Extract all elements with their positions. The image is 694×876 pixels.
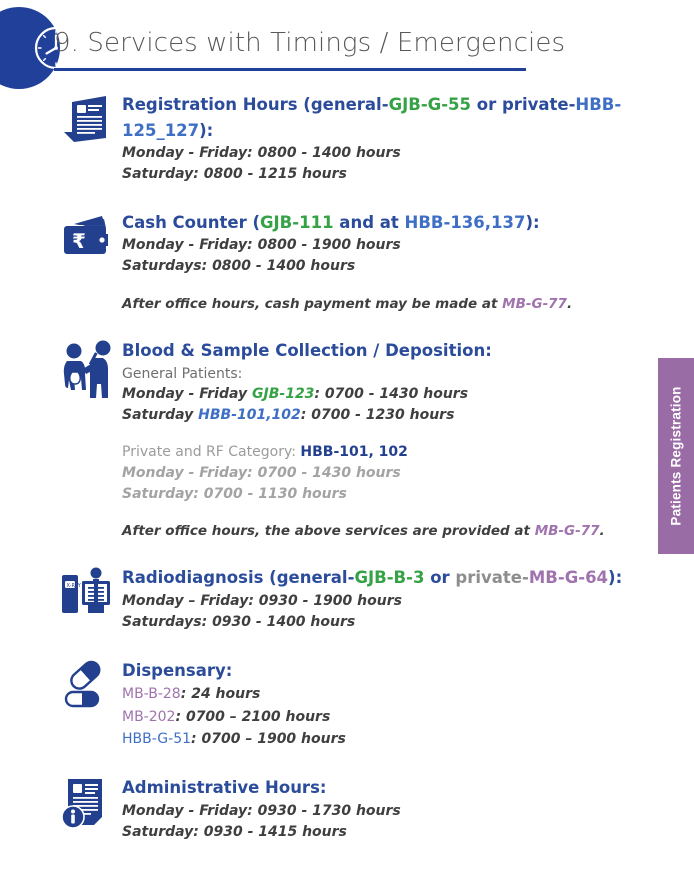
- blood-collection-icon: [58, 338, 120, 396]
- section-heading-registration: [122, 92, 626, 143]
- section-heading-radiodiagnosis: [122, 565, 626, 591]
- heading-text: Dispensary:: [122, 660, 233, 680]
- heading-text-part2: or: [424, 568, 456, 588]
- heading-text: Blood & Sample Collection / Deposition:: [122, 341, 492, 360]
- note-tail: .: [566, 295, 573, 312]
- page-header: [0, 0, 694, 92]
- room-code-gjb-b-3: GJB-B-3: [354, 568, 425, 588]
- timing-line-private: Monday - Friday: 0700 - 1430 hours: [122, 464, 401, 481]
- room-code-mb-g-77: MB-G-77: [502, 295, 567, 312]
- entry-hours: 0700 – 2100 hours: [185, 708, 331, 725]
- xray-icon: [58, 565, 120, 623]
- time-value: : 0700 - 1430 hours: [314, 385, 469, 402]
- wallet-rupee-icon: [58, 210, 120, 268]
- timing-line-general-saturday: [122, 405, 626, 426]
- room-code-mb-g-77: MB-G-77: [534, 523, 600, 540]
- page-title: 9. Services with Timings / Emergencies: [54, 28, 566, 58]
- services-list: [0, 92, 640, 843]
- section-heading-cash-counter: [122, 210, 626, 236]
- entry-separator: :: [180, 686, 192, 703]
- timing-line-private: Saturday: 0700 - 1130 hours: [122, 485, 347, 502]
- entry-hours: 0700 – 1900 hours: [201, 731, 346, 748]
- heading-text-part3: ):: [608, 568, 623, 588]
- note-text: After office hours, the above services are provided at: [122, 523, 535, 540]
- side-tab-patients-registration[interactable]: [658, 358, 694, 554]
- after-hours-note-cash: [122, 294, 626, 314]
- room-code-mb-g-64: MB-G-64: [528, 568, 609, 588]
- section-heading-administrative: [122, 775, 626, 801]
- room-code-mb-202: MB-202: [122, 708, 176, 725]
- room-code-hbb-125-127: HBB-125_127: [122, 95, 622, 140]
- svg-text:X-RAY: X-RAY: [66, 583, 81, 590]
- title-underline: [54, 68, 526, 71]
- heading-text-private-gray: private-: [455, 568, 529, 588]
- time-value: : 0700 - 1230 hours: [300, 407, 455, 424]
- section-radiodiagnosis: [0, 565, 640, 633]
- document-form-icon: [58, 92, 120, 150]
- dispensary-entry: [122, 683, 626, 706]
- section-heading-dispensary: [122, 658, 626, 684]
- room-code-hbb-101-102: HBB-101,102: [198, 407, 301, 424]
- room-code-gjb-g-55: GJB-G-55: [388, 95, 472, 114]
- heading-text-part1: Registration Hours (general-: [122, 95, 389, 114]
- timing-line: Saturdays: 0930 - 1400 hours: [122, 614, 356, 631]
- heading-text-part2: and at: [333, 212, 405, 232]
- timing-line-general-weekday: [122, 384, 626, 405]
- entry-separator: :: [175, 708, 186, 725]
- room-code-gjb-123: GJB-123: [252, 385, 315, 402]
- private-label-text: Private and RF Category:: [122, 444, 301, 461]
- timing-line: Saturday: 0930 - 1415 hours: [122, 823, 347, 840]
- dispensary-entry: [122, 706, 626, 729]
- id-document-info-icon: [58, 775, 120, 833]
- room-code-hbb-101-102-private: HBB-101, 102: [300, 444, 408, 461]
- side-tab-label: Patients Registration: [668, 386, 684, 526]
- note-text: After office hours, cash payment may be made at: [122, 295, 503, 312]
- after-hours-note-blood: [122, 521, 626, 541]
- heading-text: Administrative Hours:: [122, 778, 327, 798]
- section-cash-counter: [0, 210, 640, 314]
- heading-text-part1: Cash Counter (: [122, 212, 260, 232]
- section-registration: [0, 92, 640, 186]
- heading-text-part2: or private-: [471, 95, 576, 114]
- timing-line: Monday – Friday: 0930 - 1900 hours: [122, 593, 402, 610]
- private-rf-category-label: [122, 442, 626, 462]
- timing-line: Saturdays: 0800 - 1400 hours: [122, 258, 356, 275]
- section-administrative: [0, 775, 640, 843]
- heading-text-part1: Radiodiagnosis (general-: [122, 568, 355, 588]
- room-code-hbb-g-51: HBB-G-51: [122, 731, 192, 748]
- day-label: Monday - Friday: [122, 385, 253, 402]
- day-label: Saturday: [122, 407, 199, 424]
- note-tail: .: [599, 523, 605, 540]
- timing-line: Saturday: 0800 - 1215 hours: [122, 166, 347, 183]
- dispensary-entry: [122, 728, 626, 751]
- svg-text:₹: ₹: [72, 228, 86, 253]
- section-dispensary: [0, 658, 640, 752]
- entry-hours: 24 hours: [191, 686, 261, 703]
- heading-text-part3: ):: [199, 120, 214, 140]
- room-code-mb-b-28: MB-B-28: [122, 686, 181, 703]
- section-heading-blood-collection: [122, 338, 626, 364]
- timing-line: Monday - Friday: 0800 - 1900 hours: [122, 237, 401, 254]
- room-code-hbb-136-137: HBB-136,137: [404, 212, 526, 232]
- section-blood-sample-collection: [0, 338, 640, 541]
- timing-line: Monday - Friday: 0800 - 1400 hours: [122, 145, 401, 162]
- room-code-gjb-111: GJB-111: [260, 212, 334, 232]
- timing-line: Monday - Friday: 0930 - 1730 hours: [122, 802, 401, 819]
- heading-text-part3: ):: [525, 212, 540, 232]
- capsule-icon: [58, 658, 120, 716]
- general-patients-label: General Patients:: [122, 365, 243, 382]
- entry-separator: :: [191, 731, 202, 748]
